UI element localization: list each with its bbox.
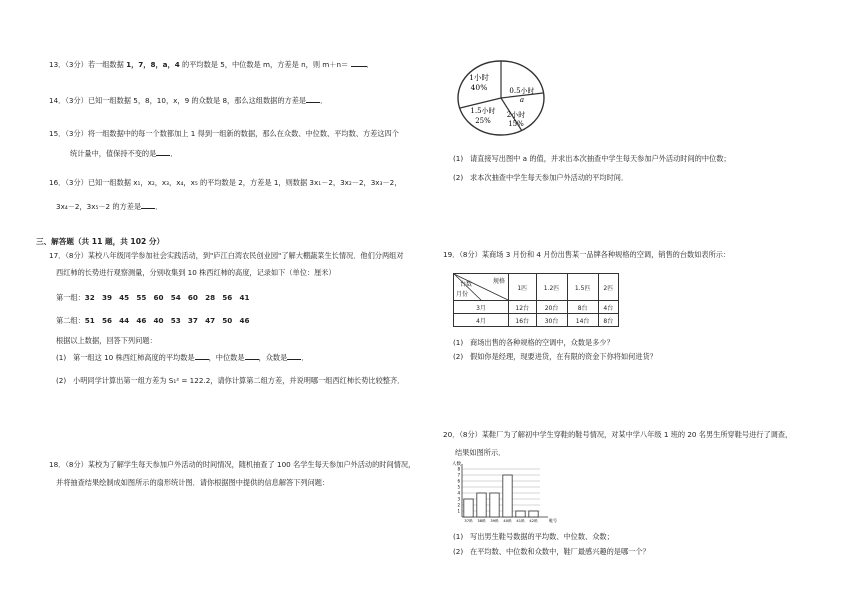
pie-slice-label: 1小时	[469, 73, 489, 82]
section-heading: 三、解答题（共 11 题，共 102 分）	[36, 237, 165, 246]
question-18-line2: 并将抽查结果绘制成如图所示的扇形统计图．请你根据图中提供的信息解答下列问题：	[56, 478, 330, 487]
table-cell-month: 4月	[454, 314, 509, 327]
y-axis-label: 人数	[452, 462, 461, 467]
bar	[490, 493, 499, 517]
x-tick-label: 37码	[464, 519, 473, 523]
table-header: 2匹	[598, 274, 618, 301]
question-17-prompt: 根据以上数据，回答下列问题：	[56, 336, 157, 345]
table-cell: 14台	[567, 314, 598, 327]
table-header: 1.2匹	[536, 274, 567, 301]
question-17-sub2: (2) 小明同学计算出第一组方差为 S₁² = 122.2，请你计算第二组方差，并说明哪一组西红柿长势比较整齐．	[56, 376, 405, 385]
question-20-line1: 20．（8分）某鞋厂为了解初中学生穿鞋的鞋号情况，对某中学八年级 1 班的 20 名男生所穿鞋号进行了调查，	[443, 430, 793, 439]
y-tick-label: 6	[457, 478, 460, 484]
table-cell: 16台	[509, 314, 537, 327]
pie-slice-label: 1.5小时	[470, 107, 496, 115]
x-tick-label: 38码	[477, 519, 486, 523]
table-header: 1匹	[509, 274, 537, 301]
y-tick-label: 4	[457, 490, 460, 496]
question-17-line1: 17．（8分）某校八年级同学参加社会实践活动，到"庐江白湾农民创业园"了解大棚蔬菜生长情况．他们分两组对	[49, 251, 404, 260]
group1-data: 第一组：32 39 45 55 60 54 60 28 56 41	[56, 293, 250, 302]
table-cell: 30台	[536, 314, 567, 327]
bar	[503, 475, 512, 517]
table-cell-month: 3月	[454, 301, 509, 314]
table-header-row	[454, 274, 619, 301]
question-15-line2: 统计量中，值保持不变的是 ．	[70, 149, 178, 158]
question-20-sub2: (2) 在平均数、中位数和众数中，鞋厂最感兴趣的是哪一个？	[453, 547, 650, 556]
y-tick-label: 2	[457, 502, 460, 508]
x-tick-label: 39码	[490, 519, 499, 523]
question-18-sub2: (2) 求本次抽查中学生每天参加户外活动的平均时间．	[453, 173, 629, 182]
x-tick-label: 40码	[503, 519, 512, 523]
pie-slice-pct: 40%	[470, 83, 488, 92]
y-tick-label: 5	[457, 484, 460, 490]
aircon-sales-table	[453, 273, 619, 327]
question-15-line1: 15．（3分）将一组数据中的每一个数都加上 1 得到一组新的数据，那么在众数、中位数、平均数、方差这四个	[49, 129, 399, 138]
table-cell: 12台	[509, 301, 537, 314]
group2-data: 第二组：51 56 44 46 40 53 37 47 50 46	[56, 316, 250, 325]
bar	[529, 511, 538, 517]
question-16-line2: 3x₄－2，3x₅－2 的方差是 ．	[56, 202, 163, 211]
bar	[464, 499, 473, 517]
question-17-line2: 西红柿的长势进行观察测量，分别收集到 10 株西红柿的高度，记录如下（单位：厘米）	[56, 268, 336, 277]
question-13: 13．（3分）若一组数据 1，7，8，a，4 的平均数是 5，中位数是 m，方差是 n，则 m＋n＝ ．	[49, 60, 374, 69]
question-16-line1: 16．（3分）已知一组数据 x₁，x₂，x₃，x₄，x₅ 的平均数是 2，方差是 1，则数据 3x₁－2，3x₂－2，3x₃－2，	[49, 178, 402, 187]
table-cell: 4台	[598, 301, 618, 314]
y-tick-label: 7	[457, 472, 460, 478]
question-18-line1: 18．（8分）某校为了解学生每天参加户外活动的时间情况，随机抽查了 100 名学生每天参加户外活动的时间情况，	[49, 460, 416, 469]
question-18-sub1: (1) 请直接写出图中 a 的值，并求出本次抽查中学生每天参加户外活动时间的中位数；	[453, 154, 731, 163]
pie-slice-pct: 25%	[475, 117, 491, 125]
table-cell: 20台	[536, 301, 567, 314]
bar	[477, 493, 486, 517]
question-19-sub2: (2) 假如你是经理，现要进货，在有限的资金下你将如何进货？	[453, 352, 657, 361]
table-row	[454, 314, 619, 327]
question-19-line1: 19．（8分）某商场 3 月份和 4 月份出售某一品牌各种规格的空调，销售的台数如表所示：	[443, 250, 731, 259]
pie-slice-pct: 15%	[508, 120, 524, 128]
corner-count: 台数	[460, 281, 473, 288]
x-tick-label: 42码	[529, 519, 538, 523]
table-header: 1.5匹	[567, 274, 598, 301]
question-20-sub1: (1) 写出男生鞋号数据的平均数、中位数、众数；	[453, 532, 614, 541]
question-14: 14．（3分）已知一组数据 5，8，10，x，9 的众数是 8，那么这组数据的方差是 ．	[49, 96, 328, 105]
x-tick-label: 41码	[516, 519, 525, 523]
y-tick-label: 1	[457, 508, 460, 514]
table-row	[454, 301, 619, 314]
y-tick-label: 3	[457, 496, 460, 502]
x-axis-label: 鞋号	[549, 518, 557, 523]
question-17-sub1: (1) 第一组这 10 株西红柿高度的平均数是 ，中位数是 ，众数是 ．	[56, 353, 309, 362]
question-19-sub1: (1) 商场出售的各种规格的空调中，众数是多少？	[453, 338, 614, 347]
pie-slice-pct: a	[519, 96, 525, 104]
corner-spec: 规格	[492, 278, 505, 285]
y-tick-label: 8	[457, 466, 460, 472]
bar	[516, 511, 525, 517]
table-cell: 8台	[598, 314, 618, 327]
pie-slice-label: 0.5小时	[509, 87, 535, 95]
shoe-size-bar-chart	[450, 461, 562, 525]
pie-chart	[455, 60, 547, 140]
corner-month: 月份	[456, 291, 469, 298]
table-cell: 8台	[567, 301, 598, 314]
question-20-line2: 结果如图所示．	[455, 448, 506, 457]
pie-slice-label: 2小时	[506, 111, 526, 119]
table-corner-cell	[454, 274, 509, 301]
